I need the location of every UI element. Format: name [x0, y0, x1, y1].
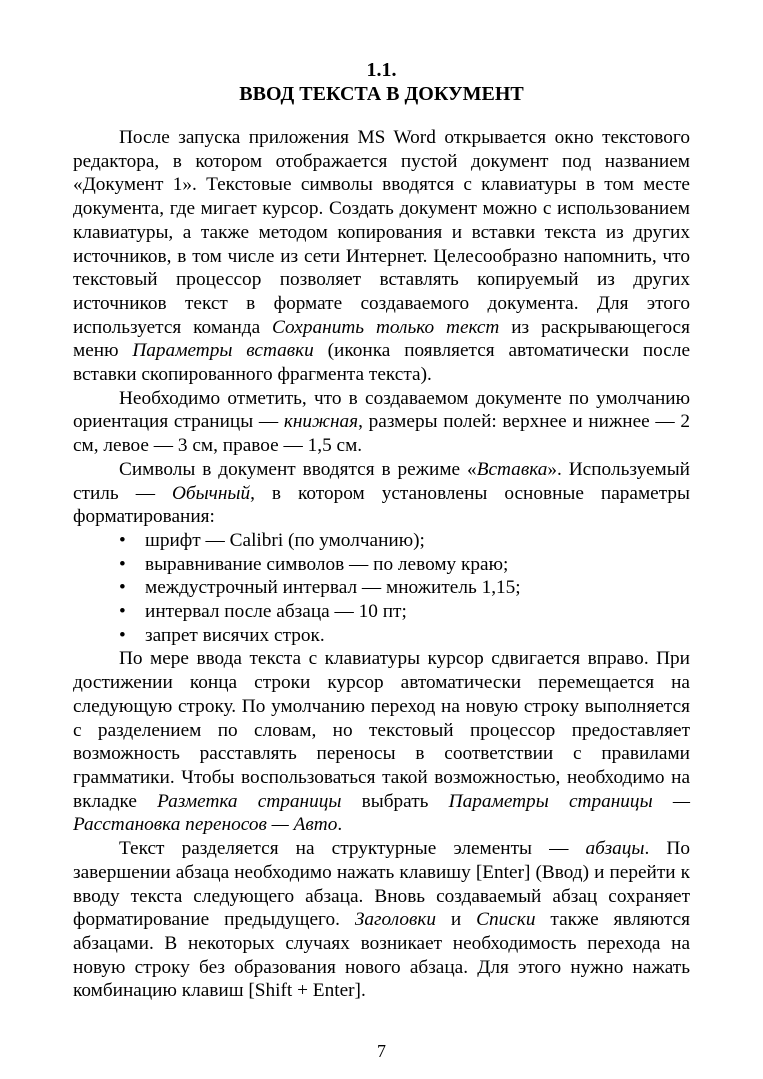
list-item: • интервал после абзаца — 10 пт;: [119, 601, 407, 623]
italic-term: Разметка страницы: [157, 790, 342, 812]
bullet-list: [73, 529, 690, 648]
italic-term: Заголовки: [354, 909, 437, 931]
italic-term: Списки: [476, 909, 536, 931]
italic-term: Обычный: [171, 482, 251, 504]
page-number: 7: [377, 1041, 386, 1061]
paragraph-5: Текст разделяется на структурные элементы — абзацы. По завершении абзаца необходимо нажать клавишу [Enter] (Ввод) и перейти к вводу текста следующего абзаца. Вновь создаваемый абзац сохраняет форматирование предыдущего. Заголовки и Списки также являются абзацами. В некоторых случаях возникает необходимость перехода на новую строку без образования нового абзаца. Для этого нужно нажать комбинацию клавиш [Shift + Enter].: [73, 838, 690, 1002]
italic-term: Параметры страницы — Расстановка переносов — Авто: [73, 790, 690, 836]
section-number: 1.1.: [366, 59, 397, 81]
italic-term: Сохранить только текст: [272, 316, 500, 338]
section-title: ВВОД ТЕКСТА В ДОКУМЕНТ: [239, 83, 524, 105]
bullet-icon: •: [119, 577, 126, 599]
italic-term: Вставка: [476, 458, 548, 480]
list-item: • шрифт — Calibri (по умолчанию);: [119, 529, 425, 551]
paragraph-3: Символы в документ вводятся в режиме «Вставка». Используемый стиль — Обычный, в котором установлены основные параметры форматирования:: [73, 458, 691, 528]
bullet-icon: •: [119, 624, 126, 646]
italic-term: абзацы: [585, 838, 645, 860]
list-item: • междустрочный интервал — множитель 1,15;: [119, 577, 521, 599]
bullet-icon: •: [119, 553, 126, 575]
list-item: • выравнивание символов — по левому краю;: [119, 553, 509, 575]
document-body: [73, 126, 690, 1003]
paragraph-4: По мере ввода текста с клавиатуры курсор сдвигается вправо. При достижении конца строки курсор автоматически перемещается на следующую строку. По умолчанию переход на новую строку выполняется с разделением по словам, но текстовый процессор предоставляет возможность расставлять переносы в соответствии с правилами грамматики. Чтобы воспользоваться такой возможностью, необходимо на вкладке Разметка страницы выбрать Параметры страницы — Расстановка переносов — Авто.: [73, 648, 690, 836]
paragraph-1: После запуска приложения MS Word открывается окно текстового редактора, в котором отображается пустой документ под названием «Документ 1». Текстовые символы вводятся с клавиатуры в том месте документа, где мигает курсор. Создать документ можно с использованием клавиатуры, а также методом копирования и вставки текста из других источников, в том числе из сети Интернет. Целесообразно напомнить, что текстовый процессор позволяет вставлять копируемый из других источников текст в формате создаваемого документа. Для этого используется команда Сохранить только текст из раскрывающегося меню Параметры вставки (иконка появляется автоматически после вставки скопированного фрагмента текста).: [73, 127, 690, 386]
paragraph-2: Необходимо отметить, что в создаваемом документе по умолчанию ориентация страницы — книжная, размеры полей: верхнее и нижнее — 2 см, левое — 3 см, правое — 1,5 см.: [73, 387, 690, 457]
list-item: • запрет висячих строк.: [119, 624, 325, 646]
italic-term: книжная: [283, 411, 359, 433]
bullet-icon: •: [119, 529, 126, 551]
italic-term: Параметры вставки: [132, 340, 314, 362]
bullet-icon: •: [119, 601, 126, 623]
